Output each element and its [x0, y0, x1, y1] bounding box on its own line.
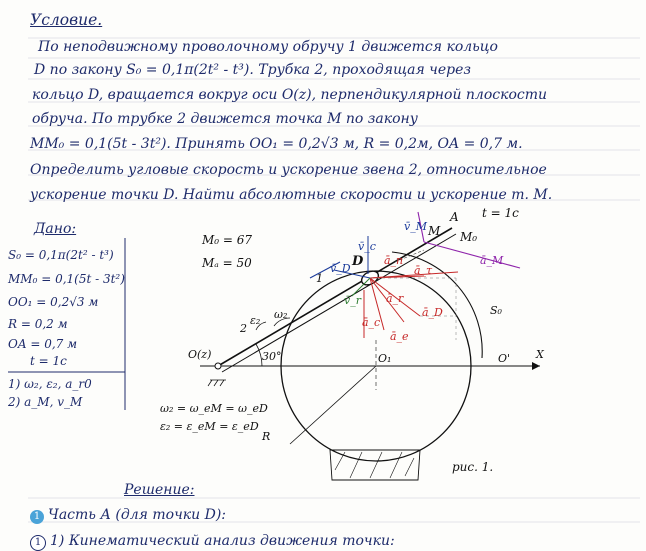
t-label: t = 1с	[482, 206, 519, 220]
vector-ac-label: ā_c	[362, 316, 381, 329]
given-item: R = 0,2 м	[8, 317, 68, 331]
vector-vr-label: v̄_r	[344, 294, 361, 307]
point-a: A	[450, 210, 459, 224]
point-o: O(z)	[188, 348, 212, 361]
problem-line: кольцо D, вращается вокруг оси O(z), перпендикулярной плоскости	[32, 87, 548, 103]
problem-line: обруча. По трубке 2 движется точка M по закону	[32, 111, 418, 127]
solution-step-text: 1) Кинематический анализ движения точки:	[50, 533, 395, 549]
given-item: S₀ = 0,1π(2t² - t³)	[8, 248, 114, 262]
vector-ar-label: ā_r	[386, 292, 404, 305]
given-title: Дано:	[34, 221, 77, 237]
problem-line: MM₀ = 0,1(5t - 3t²). Принять OO₁ = 0,2√3 м, R = 0,2м, OA = 0,7 м.	[30, 136, 523, 152]
tube-2	[218, 228, 452, 366]
problem-line: Определить угловые скорость и ускорение звена 2, относительное	[30, 162, 547, 178]
point-m: M	[428, 224, 441, 238]
vector-vm-label: v̄_M	[404, 220, 427, 233]
problem-line: D по закону S₀ = 0,1π(2t² - t³). Трубка 2, проходящая через	[34, 62, 472, 78]
step-number-badge: 1	[30, 535, 46, 551]
link-2-label: 2	[240, 322, 247, 335]
given-item: t = 1с	[30, 354, 67, 368]
given-item: MM₀ = 0,1(5t - 3t²)	[8, 272, 125, 286]
relation-omega: ω₂ = ω_eM = ω_eD	[160, 402, 268, 415]
problem-line: По неподвижному проволочному обручу 1 движется кольцо	[38, 39, 498, 55]
vector-ae-label: ā_e	[390, 330, 409, 343]
vector-vd-label: v̄_D	[330, 262, 351, 275]
solution-step	[30, 534, 395, 551]
vector-am-label: ā_M	[480, 254, 504, 267]
solution-title: Решение:	[124, 482, 195, 498]
ma-value: Mₐ = 50	[202, 256, 252, 270]
find-item: 2) a_M, v_M	[8, 395, 83, 409]
point-d: D	[352, 254, 364, 269]
epsilon-label: ε₂	[250, 314, 261, 327]
figure-caption: рис. 1.	[452, 460, 494, 474]
heading: Условие.	[30, 11, 103, 29]
vector-vc-label: v̄_c	[358, 240, 376, 253]
radius-line	[290, 366, 376, 444]
problem-line: ускорение точки D. Найти абсолютные скорости и ускорение т. M.	[30, 187, 553, 203]
radius-label: R	[262, 430, 271, 443]
part-number-badge: 1	[30, 510, 44, 524]
relation-epsilon: ε₂ = ε_eM = ε_eD	[160, 420, 259, 433]
vector-an-label: ā_n	[384, 254, 404, 267]
find-item: 1) ω₂, ε₂, a_r0	[8, 377, 92, 391]
arc-s0-label: S₀	[490, 304, 502, 317]
solution-part	[30, 508, 226, 524]
m0-value: M₀ = 67	[202, 233, 253, 247]
omega-label: ω₂	[274, 308, 288, 321]
vector-ad-label: ā_D	[422, 306, 443, 319]
given-item: OA = 0,7 м	[8, 337, 78, 351]
solution-part-text: Часть А (для точки D):	[48, 507, 227, 523]
point-o1: O₁	[378, 352, 392, 365]
angle-label: 30°	[262, 350, 282, 363]
vector-at-label: ā_τ	[414, 264, 433, 277]
axis-x-label: X	[536, 348, 544, 361]
given-item: OO₁ = 0,2√3 м	[8, 295, 99, 309]
point-m0: M₀	[460, 230, 478, 244]
link-1-label: 1	[316, 272, 323, 285]
point-o-prime: O'	[498, 352, 511, 365]
